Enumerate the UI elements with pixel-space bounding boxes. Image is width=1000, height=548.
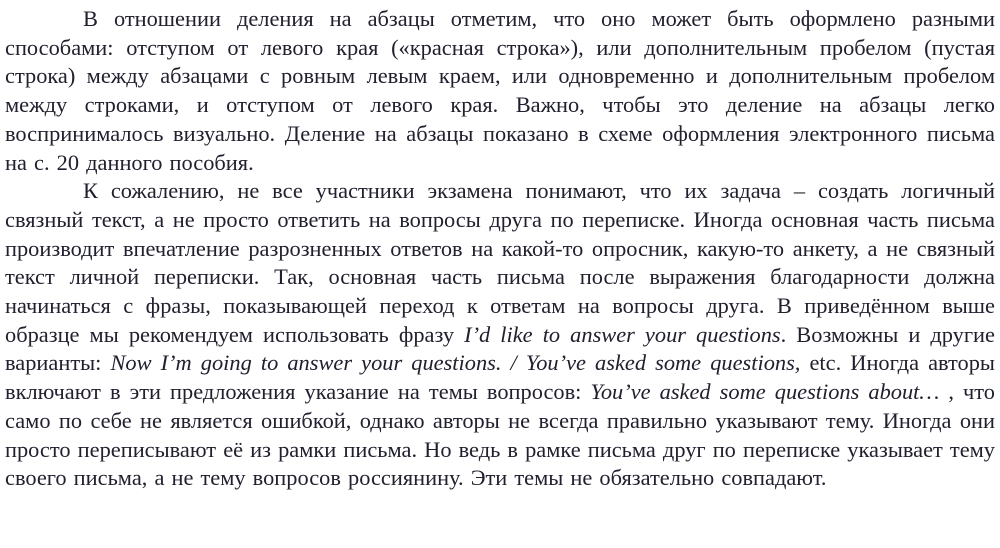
text-run: К сожалению, не все участники экзамена понимают, что их задача – создать логичный связный текст, а не просто ответить на вопросы друга по переписке. Иногда основная часть письма производит впечатление разрозненных ответов на какой-то опросник, какую-то анкету, а не связный текст личной переписки. Так, основная часть письма после выражения благодарности должна начинаться с фразы, показывающей переход к ответам на вопросы друга. В приведённом выше образце мы рекомендуем использовать фразу xyxy=(5,178,995,347)
paragraph-about-exam-participants xyxy=(5,177,995,493)
paragraph-about-paragraph-division xyxy=(5,5,995,177)
text-run: В отношении деления на абзацы отметим, что оно может быть оформлено разными способами: отступом от левого края («красная строка»), или дополнительным пробелом (пустая строка) между абзацами с ровным левым краем, или одновременно и дополнительным пробелом между строками, и отступом от левого края. Важно, чтобы это деление на абзацы легко воспринималось визуально. Деление на абзацы показано в схеме оформления электронного письма на с. 20 данного пособия. xyxy=(5,6,995,175)
text-run: . Возможны и другие варианты: xyxy=(5,321,995,376)
text-run-italic-english-phrase: I’d like to answer your questions xyxy=(464,321,781,347)
text-run: etc. Иногда авторы включают в эти предложения указание на темы вопросов: xyxy=(5,350,995,405)
text-run-italic-english-phrase: You’ve asked some questions about… xyxy=(590,379,940,405)
text-run: , что само по себе не является ошибкой, однако авторы не всегда правильно указывают тему. Иногда они просто переписывают её из рамки письма. Но ведь в рамке письма друг по переписке указывает тему своего письма, а не тему вопросов россиянину. Эти темы не обязательно совпадают. xyxy=(5,379,995,491)
text-run-italic-english-phrase: Now I’m going to answer your questions. / You’ve asked some questions, xyxy=(110,350,801,376)
